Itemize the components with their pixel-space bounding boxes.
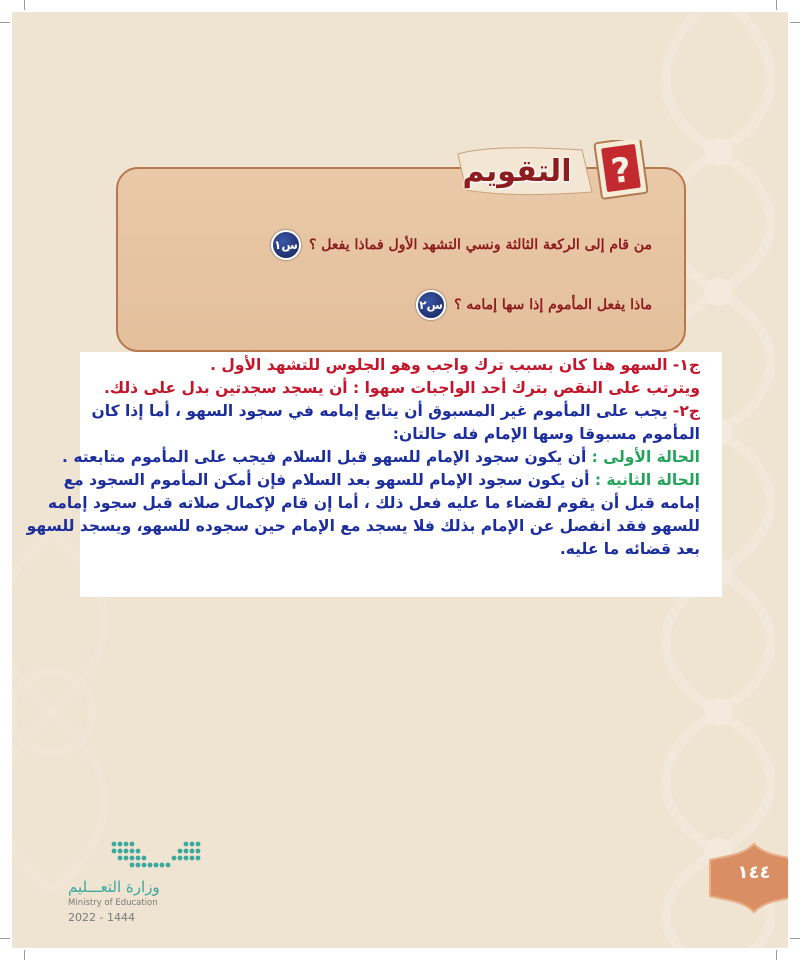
svg-text:?: ? — [608, 149, 634, 193]
question-mark-icon — [594, 140, 647, 199]
answer-line: المأموم مسبوقا وسها الإمام فله حالتان: — [392, 425, 700, 443]
answer-text: يجب على المأموم غير المسبوق أن يتابع إمامه في سجود السهو ، أما إذا كان — [91, 402, 673, 420]
answer-line — [62, 446, 700, 468]
answer-text: أن يكون سجود الإمام للسهو بعد السلام فإن أمكن المأموم السجود مع — [63, 471, 595, 489]
answer-line — [92, 400, 700, 422]
crop-mark — [0, 938, 10, 939]
answer-line: ويترتب على النقص بترك أحد الواجبات سهوا : أن يسجد سجدتين بدل على ذلك. — [104, 379, 700, 397]
question-item — [416, 290, 652, 320]
ministry-name-arabic: وزارة التعـــليم — [68, 878, 160, 896]
case-label: الحالة الثانية : — [594, 471, 700, 489]
crop-mark — [790, 22, 800, 23]
crop-mark — [24, 0, 25, 10]
crop-mark — [790, 938, 800, 939]
question-item — [271, 230, 652, 260]
question-text: ماذا يفعل المأموم إذا سها إمامه ؟ — [454, 297, 652, 313]
answer-line — [210, 354, 700, 376]
crop-mark — [776, 0, 777, 10]
crop-mark — [24, 950, 25, 960]
answer-line: إمامه قبل أن يقوم لقضاء ما عليه فعل ذلك ، أما إن قام لإكمال صلاته قبل سجود إمامه — [47, 494, 700, 512]
ministry-logo — [108, 838, 204, 872]
ministry-name-english: Ministry of Education — [68, 898, 158, 908]
section-title: التقويم — [462, 154, 572, 189]
answer-line: بعد قضائه ما عليه. — [559, 540, 700, 558]
textbook-page — [12, 12, 788, 948]
case-label: الحالة الأولى : — [591, 448, 700, 466]
answer-line — [64, 469, 700, 491]
crop-mark — [0, 22, 10, 23]
question-text: من قام إلى الركعة الثالثة ونسي التشهد الأول فماذا يفعل ؟ — [308, 237, 652, 253]
answer-label: ج٢- — [672, 402, 700, 420]
edition-year: 2022 - 1444 — [68, 911, 135, 924]
question-marker-icon: س١ — [271, 230, 301, 260]
page-number: ١٤٤ — [737, 862, 771, 883]
answer-text: السهو هنا كان بسبب ترك واجب وهو الجلوس للتشهد الأول . — [210, 356, 673, 374]
answer-label: ج١- — [672, 356, 700, 374]
crop-mark — [776, 950, 777, 960]
question-marker-icon: س٢ — [416, 290, 446, 320]
answer-text: أن يكون سجود الإمام للسهو قبل السلام فيجب على المأموم متابعته . — [62, 448, 592, 466]
answer-line: للسهو فقد انفصل عن الإمام بذلك فلا يسجد مع الإمام حين سجوده للسهو، ويسجد للسهو — [26, 517, 700, 535]
